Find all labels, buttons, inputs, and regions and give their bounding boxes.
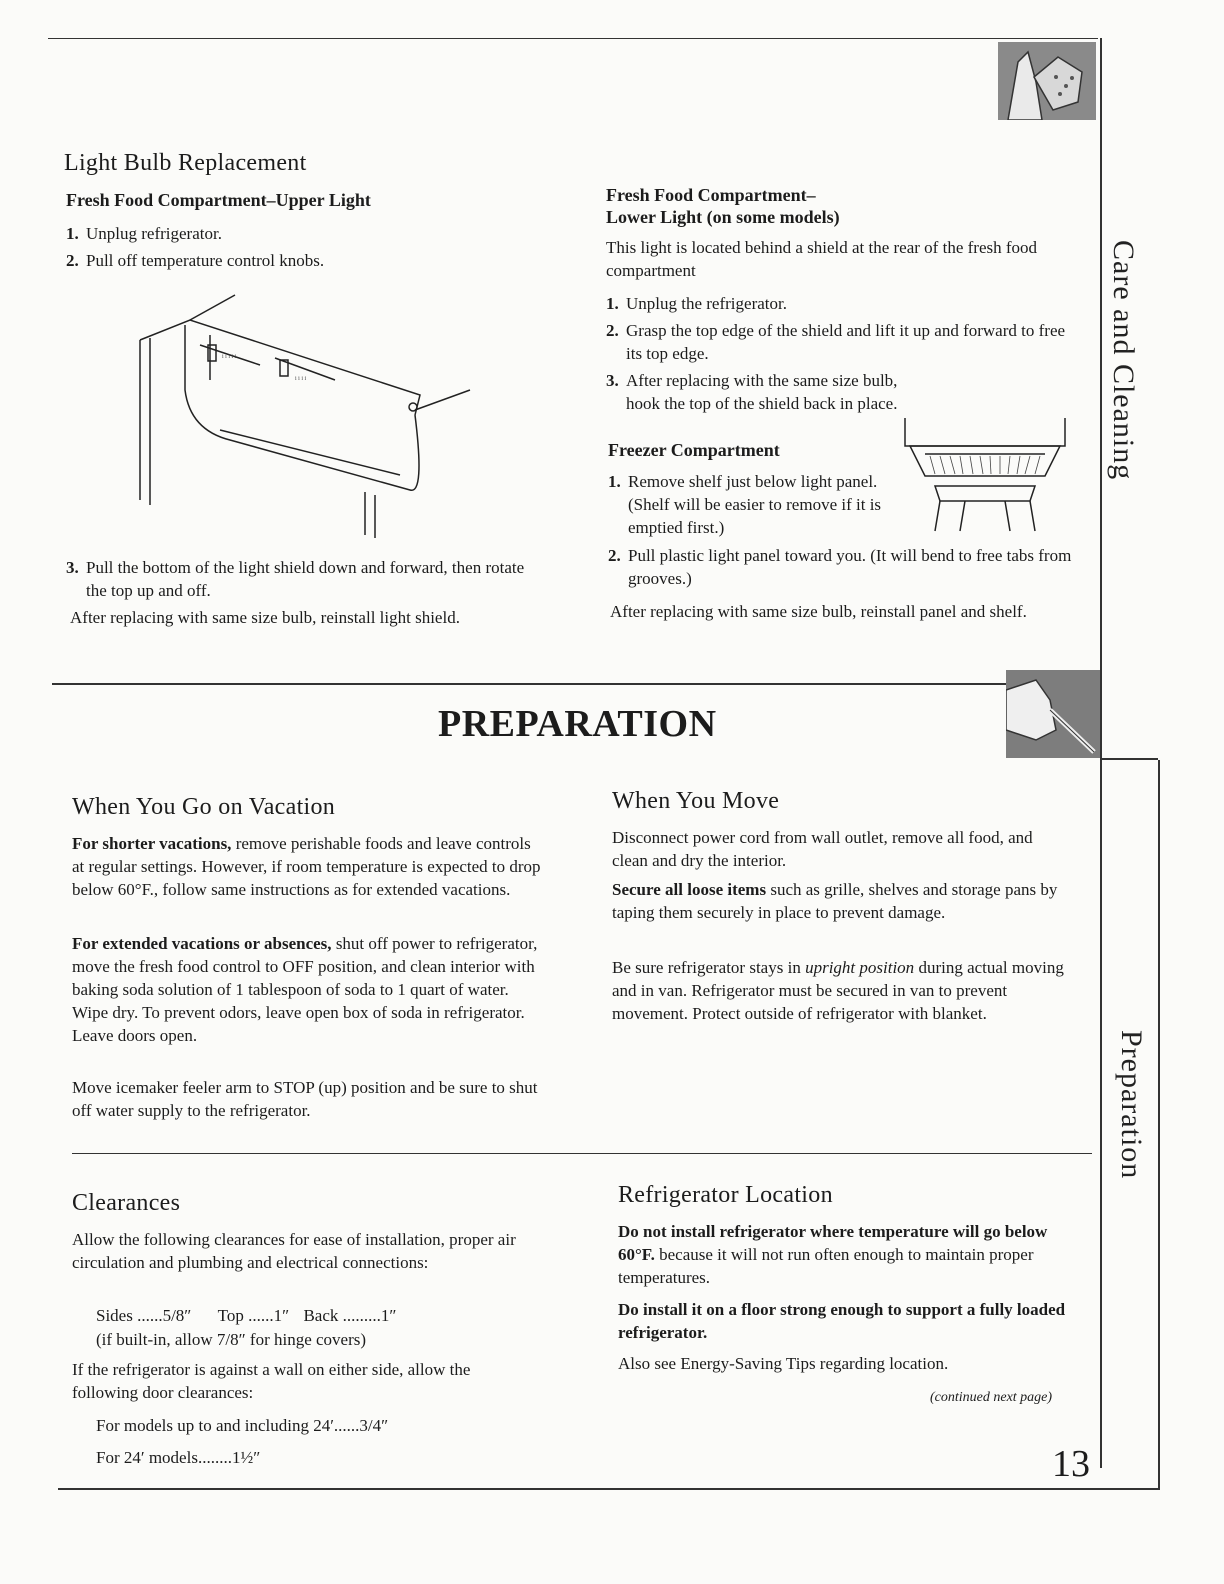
upper-light-shield-illustration (130, 290, 480, 540)
top-rule (48, 38, 1098, 39)
light-bulb-heading: Light Bulb Replacement (64, 150, 307, 176)
freezer-step-1: 1. Remove shelf just below light panel. (Shelf will be easier to remove if it is emptied first.) (608, 472, 882, 537)
clearance-rule (72, 1153, 1092, 1154)
clearances-p1: Allow the following clearances for ease of installation, proper air circulation and plumbing and electrical connections: (72, 1230, 516, 1272)
move-p2: Secure all loose items such as grille, shelves and storage pans by taping them securely in place to prevent damage. (612, 880, 1058, 922)
freezer-panel-illustration (895, 416, 1075, 536)
vacation-extended: For extended vacations or absences, shut off power to refrigerator, move the fresh food control to OFF position, and clean interior with baking soda solution of 1 tablespoon of soda to 1 quart of water. Wipe dry. To prevent odors, leave open box of soda in refrigerator. Leave doors open. (72, 934, 538, 1045)
freezer-after-text: After replacing with same size bulb, reinstall panel and shelf. (610, 602, 1027, 621)
lower-step-1: 1. Unplug the refrigerator. (606, 294, 787, 313)
clearance-top: Top ......1″ (217, 1306, 290, 1325)
clearances-builtin: (if built-in, allow 7/8″ for hinge covers) (96, 1330, 367, 1349)
upper-step-2: 2. Pull off temperature control knobs. (66, 251, 325, 270)
svg-text:i i i i i: i i i i i (222, 354, 237, 360)
lower-light-heading: Fresh Food Compartment– Lower Light (on some models) (606, 185, 840, 227)
upper-step-1: 1. Unplug refrigerator. (66, 224, 222, 243)
vacation-icemaker: Move icemaker feeler arm to STOP (up) position and be sure to shut off water supply to the refrigerator. (72, 1078, 538, 1120)
mid-rule (52, 683, 1010, 685)
lower-step-3: 3. After replacing with the same size bulb, hook the top of the shield back in place. (606, 371, 898, 413)
move-p3: Be sure refrigerator stays in upright position during actual moving and in van. Refrigerator must be secured in van to prevent movement. Protect outside of refrigerator with blanket. (612, 958, 1064, 1023)
page-number: 13 (1052, 1443, 1090, 1485)
tab-divider (1100, 758, 1158, 760)
right-border (1100, 38, 1102, 1468)
move-p1: Disconnect power cord from wall outlet, remove all food, and clean and dry the interior. (612, 828, 1033, 870)
bottom-rule (58, 1488, 1158, 1490)
lower-light-intro: This light is located behind a shield at the rear of the fresh food compartment (606, 238, 1038, 280)
vacation-heading: When You Go on Vacation (72, 794, 336, 820)
location-heading: Refrigerator Location (618, 1182, 833, 1208)
side-tab-care-and-cleaning[interactable]: Care and Cleaning (1107, 240, 1140, 481)
move-heading: When You Move (612, 788, 780, 814)
tab-border (1158, 760, 1160, 1490)
freezer-heading: Freezer Compartment (608, 440, 780, 460)
svg-text:i i i i: i i i i (295, 376, 307, 382)
clearance-sides: Sides ......5/8″ (96, 1306, 192, 1325)
location-p1: Do not install refrigerator where temperature will go below 60°F. because it will not run often enough to maintain proper temperatures. (618, 1222, 1048, 1287)
vacation-shorter: For shorter vacations, remove perishable foods and leave controls at regular settings. However, if room temperature is expected to drop below 60°F., follow same instructions as for extended vacations. (72, 834, 541, 899)
clearances-values (96, 1304, 556, 1327)
freezer-step-2: 2. Pull plastic light panel toward you. (It will bend to free tabs from grooves.) (608, 546, 1072, 588)
location-p2: Do install it on a floor strong enough to support a fully loaded refrigerator. (618, 1300, 1066, 1342)
preparation-title: PREPARATION (438, 703, 717, 745)
clearances-p2: If the refrigerator is against a wall on either side, allow the following door clearances: (72, 1360, 471, 1402)
clearances-heading: Clearances (72, 1190, 181, 1216)
clearance-back: Back .........1″ (303, 1306, 397, 1325)
screwdriver-hand-icon (1006, 670, 1100, 758)
upper-light-steps (66, 222, 506, 276)
cleaning-sponge-icon (998, 42, 1096, 120)
lower-step-2: 2. Grasp the top edge of the shield and lift it up and forward to free its top edge. (606, 321, 1066, 363)
clearances-models-1: For models up to and including 24′......3/4″ (96, 1416, 389, 1435)
side-tab-preparation[interactable]: Preparation (1115, 1030, 1148, 1180)
upper-after-text: After replacing with same size bulb, reinstall light shield. (70, 608, 460, 627)
location-p3: Also see Energy-Saving Tips regarding location. (618, 1354, 949, 1373)
upper-light-heading: Fresh Food Compartment–Upper Light (66, 190, 371, 210)
lower-light-steps (606, 292, 1066, 419)
upper-step-3: 3. Pull the bottom of the light shield down and forward, then rotate the top up and off. (66, 558, 525, 600)
clearances-models-2: For 24′ models........1½″ (96, 1448, 261, 1467)
continued-note: (continued next page) (930, 1390, 1053, 1405)
